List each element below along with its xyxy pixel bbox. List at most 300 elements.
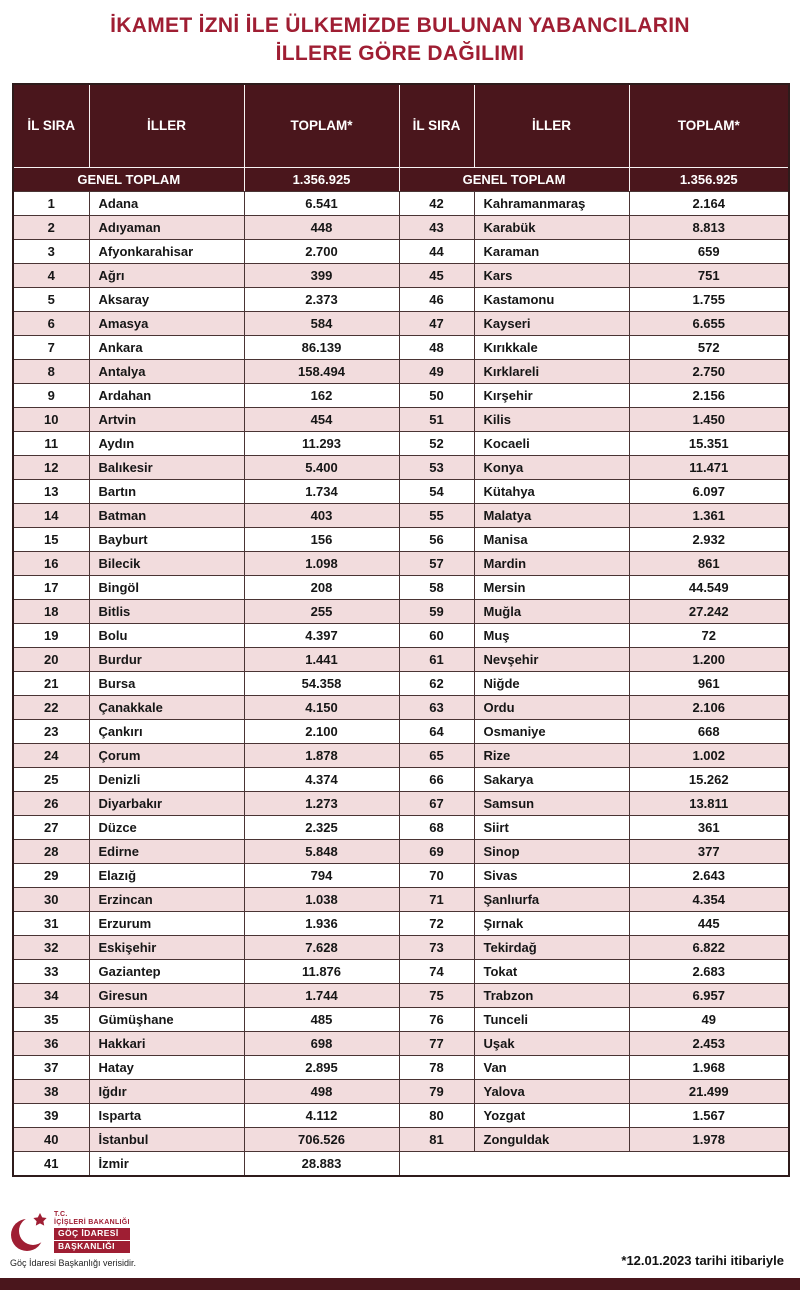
cell-rank: 62 — [399, 672, 474, 696]
cell-rank: 46 — [399, 288, 474, 312]
cell-rank: 66 — [399, 768, 474, 792]
cell-total: 1.441 — [244, 648, 399, 672]
cell-rank: 30 — [13, 888, 89, 912]
cell-province: Bayburt — [89, 528, 244, 552]
genel-toplam-value-left: 1.356.925 — [244, 168, 399, 192]
cell-province: Artvin — [89, 408, 244, 432]
cell-rank: 63 — [399, 696, 474, 720]
cell-province: Adana — [89, 192, 244, 216]
cell-province: Hakkari — [89, 1032, 244, 1056]
table-row — [13, 1056, 789, 1080]
table-row — [13, 936, 789, 960]
page-title — [0, 12, 800, 67]
cell-rank: 5 — [13, 288, 89, 312]
cell-province: Kilis — [474, 408, 629, 432]
cell-province: Burdur — [89, 648, 244, 672]
cell-rank: 81 — [399, 1128, 474, 1152]
cell-rank: 56 — [399, 528, 474, 552]
cell-rank: 3 — [13, 240, 89, 264]
cell-total: 15.351 — [629, 432, 789, 456]
cell-province: Aydın — [89, 432, 244, 456]
cell-total: 961 — [629, 672, 789, 696]
table-row — [13, 1152, 789, 1177]
table-row — [13, 528, 789, 552]
cell-total: 2.100 — [244, 720, 399, 744]
cell-total: 498 — [244, 1080, 399, 1104]
table-row — [13, 648, 789, 672]
cell-rank: 35 — [13, 1008, 89, 1032]
header-il-sira-right: İL SIRA — [399, 84, 474, 168]
cell-province: Kütahya — [474, 480, 629, 504]
cell-province: Sivas — [474, 864, 629, 888]
cell-total: 2.643 — [629, 864, 789, 888]
cell-rank: 65 — [399, 744, 474, 768]
table-row — [13, 768, 789, 792]
cell-total: 448 — [244, 216, 399, 240]
cell-rank: 6 — [13, 312, 89, 336]
cell-rank: 39 — [13, 1104, 89, 1128]
bottom-bar — [0, 1278, 800, 1290]
cell-total: 158.494 — [244, 360, 399, 384]
cell-province: Ankara — [89, 336, 244, 360]
table-row — [13, 720, 789, 744]
cell-province: Kayseri — [474, 312, 629, 336]
cell-rank: 76 — [399, 1008, 474, 1032]
cell-rank: 48 — [399, 336, 474, 360]
cell-rank: 77 — [399, 1032, 474, 1056]
cell-province: Ağrı — [89, 264, 244, 288]
cell-rank: 67 — [399, 792, 474, 816]
logo-line-baskanligi: BAŞKANLIĞI — [54, 1241, 130, 1253]
cell-total: 6.655 — [629, 312, 789, 336]
cell-total: 255 — [244, 600, 399, 624]
cell-total: 361 — [629, 816, 789, 840]
cell-total: 1.098 — [244, 552, 399, 576]
cell-total: 399 — [244, 264, 399, 288]
cell-province: Sinop — [474, 840, 629, 864]
cell-total: 15.262 — [629, 768, 789, 792]
cell-rank: 41 — [13, 1152, 89, 1177]
cell-total: 445 — [629, 912, 789, 936]
cell-province: Yozgat — [474, 1104, 629, 1128]
cell-rank: 75 — [399, 984, 474, 1008]
cell-total: 794 — [244, 864, 399, 888]
cell-total: 1.450 — [629, 408, 789, 432]
cell-rank: 10 — [13, 408, 89, 432]
logo-line-tc: T.C. — [54, 1211, 68, 1219]
cell-rank: 12 — [13, 456, 89, 480]
cell-rank: 45 — [399, 264, 474, 288]
cell-rank: 70 — [399, 864, 474, 888]
cell-total: 72 — [629, 624, 789, 648]
cell-total: 2.106 — [629, 696, 789, 720]
header-iller-right: İLLER — [474, 84, 629, 168]
cell-total: 2.683 — [629, 960, 789, 984]
cell-province: Bingöl — [89, 576, 244, 600]
cell-rank: 78 — [399, 1056, 474, 1080]
table-header — [13, 84, 789, 168]
header-il-sira-left: İL SIRA — [13, 84, 89, 168]
table-row — [13, 1008, 789, 1032]
table-row — [13, 192, 789, 216]
table-row — [13, 744, 789, 768]
cell-province: Karaman — [474, 240, 629, 264]
cell-total: 54.358 — [244, 672, 399, 696]
cell-rank: 13 — [13, 480, 89, 504]
table-row — [13, 216, 789, 240]
table-row — [13, 264, 789, 288]
cell-province: Çanakkale — [89, 696, 244, 720]
cell-province: Aksaray — [89, 288, 244, 312]
footer — [10, 1209, 784, 1268]
cell-rank: 1 — [13, 192, 89, 216]
cell-rank: 25 — [13, 768, 89, 792]
cell-blank — [474, 1152, 629, 1177]
cell-total: 6.957 — [629, 984, 789, 1008]
cell-rank: 68 — [399, 816, 474, 840]
table-row — [13, 1032, 789, 1056]
cell-province: Eskişehir — [89, 936, 244, 960]
cell-rank: 34 — [13, 984, 89, 1008]
cell-total: 861 — [629, 552, 789, 576]
table-row — [13, 672, 789, 696]
cell-total: 8.813 — [629, 216, 789, 240]
cell-province: Düzce — [89, 816, 244, 840]
cell-total: 2.932 — [629, 528, 789, 552]
table-row — [13, 288, 789, 312]
cell-total: 2.156 — [629, 384, 789, 408]
genel-toplam-label-left: GENEL TOPLAM — [13, 168, 244, 192]
cell-total: 1.878 — [244, 744, 399, 768]
cell-rank: 60 — [399, 624, 474, 648]
cell-province: Çorum — [89, 744, 244, 768]
table-row — [13, 384, 789, 408]
cell-province: Bitlis — [89, 600, 244, 624]
table-row — [13, 912, 789, 936]
table-row — [13, 336, 789, 360]
cell-rank: 52 — [399, 432, 474, 456]
genel-toplam-label-right: GENEL TOPLAM — [399, 168, 629, 192]
cell-total: 659 — [629, 240, 789, 264]
cell-total: 698 — [244, 1032, 399, 1056]
cell-total: 1.968 — [629, 1056, 789, 1080]
cell-province: Rize — [474, 744, 629, 768]
cell-total: 584 — [244, 312, 399, 336]
goc-idaresi-logo — [10, 1209, 136, 1255]
table-row — [13, 816, 789, 840]
cell-total: 1.734 — [244, 480, 399, 504]
cell-rank: 53 — [399, 456, 474, 480]
cell-rank: 49 — [399, 360, 474, 384]
table-row — [13, 1128, 789, 1152]
cell-rank: 20 — [13, 648, 89, 672]
cell-province: Elazığ — [89, 864, 244, 888]
cell-total: 6.822 — [629, 936, 789, 960]
cell-blank — [629, 1152, 789, 1177]
cell-rank: 64 — [399, 720, 474, 744]
cell-province: Osmaniye — [474, 720, 629, 744]
cell-province: Niğde — [474, 672, 629, 696]
cell-rank: 8 — [13, 360, 89, 384]
cell-rank: 50 — [399, 384, 474, 408]
cell-rank: 58 — [399, 576, 474, 600]
table-row — [13, 624, 789, 648]
cell-rank: 26 — [13, 792, 89, 816]
cell-total: 454 — [244, 408, 399, 432]
cell-total: 7.628 — [244, 936, 399, 960]
cell-total: 1.038 — [244, 888, 399, 912]
cell-province: Erzurum — [89, 912, 244, 936]
cell-province: Kocaeli — [474, 432, 629, 456]
cell-rank: 11 — [13, 432, 89, 456]
cell-province: Mersin — [474, 576, 629, 600]
cell-province: Yalova — [474, 1080, 629, 1104]
provinces-table — [12, 83, 790, 1177]
cell-rank: 16 — [13, 552, 89, 576]
cell-province: Erzincan — [89, 888, 244, 912]
cell-province: Kırklareli — [474, 360, 629, 384]
cell-rank: 29 — [13, 864, 89, 888]
table-row — [13, 984, 789, 1008]
cell-province: Tekirdağ — [474, 936, 629, 960]
table-body — [13, 168, 789, 1177]
cell-province: Kahramanmaraş — [474, 192, 629, 216]
cell-total: 4.150 — [244, 696, 399, 720]
cell-total: 21.499 — [629, 1080, 789, 1104]
cell-province: Batman — [89, 504, 244, 528]
crescent-star-icon — [10, 1209, 50, 1255]
cell-rank: 59 — [399, 600, 474, 624]
cell-total: 1.936 — [244, 912, 399, 936]
cell-province: Muş — [474, 624, 629, 648]
cell-province: Bilecik — [89, 552, 244, 576]
cell-province: Karabük — [474, 216, 629, 240]
cell-total: 11.876 — [244, 960, 399, 984]
cell-province: Edirne — [89, 840, 244, 864]
cell-total: 162 — [244, 384, 399, 408]
cell-rank: 4 — [13, 264, 89, 288]
cell-rank: 7 — [13, 336, 89, 360]
cell-total: 2.750 — [629, 360, 789, 384]
cell-province: Balıkesir — [89, 456, 244, 480]
cell-province: Adıyaman — [89, 216, 244, 240]
cell-total: 27.242 — [629, 600, 789, 624]
cell-total: 11.293 — [244, 432, 399, 456]
cell-province: Diyarbakır — [89, 792, 244, 816]
cell-rank: 79 — [399, 1080, 474, 1104]
cell-rank: 73 — [399, 936, 474, 960]
cell-rank: 55 — [399, 504, 474, 528]
cell-province: Konya — [474, 456, 629, 480]
table-container — [12, 83, 788, 1177]
table-row — [13, 792, 789, 816]
cell-rank: 17 — [13, 576, 89, 600]
cell-total: 668 — [629, 720, 789, 744]
cell-rank: 42 — [399, 192, 474, 216]
table-row — [13, 600, 789, 624]
cell-rank: 40 — [13, 1128, 89, 1152]
header-toplam-left: TOPLAM* — [244, 84, 399, 168]
cell-total: 208 — [244, 576, 399, 600]
cell-province: Afyonkarahisar — [89, 240, 244, 264]
cell-total: 156 — [244, 528, 399, 552]
cell-province: Ardahan — [89, 384, 244, 408]
cell-total: 403 — [244, 504, 399, 528]
cell-rank: 72 — [399, 912, 474, 936]
cell-rank: 37 — [13, 1056, 89, 1080]
cell-total: 6.097 — [629, 480, 789, 504]
cell-total: 1.200 — [629, 648, 789, 672]
cell-province: Sakarya — [474, 768, 629, 792]
cell-province: Bursa — [89, 672, 244, 696]
cell-province: Denizli — [89, 768, 244, 792]
cell-total: 2.700 — [244, 240, 399, 264]
cell-province: Giresun — [89, 984, 244, 1008]
cell-province: Hatay — [89, 1056, 244, 1080]
cell-province: Kırşehir — [474, 384, 629, 408]
cell-total: 1.567 — [629, 1104, 789, 1128]
cell-rank: 2 — [13, 216, 89, 240]
header-iller-left: İLLER — [89, 84, 244, 168]
cell-province: Bolu — [89, 624, 244, 648]
table-row — [13, 432, 789, 456]
cell-province: Nevşehir — [474, 648, 629, 672]
table-row — [13, 696, 789, 720]
cell-province: Bartın — [89, 480, 244, 504]
cell-total: 1.755 — [629, 288, 789, 312]
cell-rank: 18 — [13, 600, 89, 624]
cell-total: 377 — [629, 840, 789, 864]
cell-total: 86.139 — [244, 336, 399, 360]
table-row — [13, 480, 789, 504]
cell-rank: 21 — [13, 672, 89, 696]
cell-total: 485 — [244, 1008, 399, 1032]
cell-province: Isparta — [89, 1104, 244, 1128]
table-row — [13, 408, 789, 432]
cell-total: 1.744 — [244, 984, 399, 1008]
table-row — [13, 960, 789, 984]
cell-rank: 22 — [13, 696, 89, 720]
cell-province: Tokat — [474, 960, 629, 984]
cell-total: 572 — [629, 336, 789, 360]
cell-total: 1.002 — [629, 744, 789, 768]
cell-province: Mardin — [474, 552, 629, 576]
cell-total: 13.811 — [629, 792, 789, 816]
cell-total: 2.373 — [244, 288, 399, 312]
cell-province: Şanlıurfa — [474, 888, 629, 912]
genel-toplam-row — [13, 168, 789, 192]
cell-province: Tunceli — [474, 1008, 629, 1032]
cell-province: Muğla — [474, 600, 629, 624]
cell-province: Manisa — [474, 528, 629, 552]
cell-rank: 38 — [13, 1080, 89, 1104]
cell-total: 2.895 — [244, 1056, 399, 1080]
cell-province: Gaziantep — [89, 960, 244, 984]
logo-text — [54, 1211, 130, 1253]
cell-rank: 33 — [13, 960, 89, 984]
cell-province: Van — [474, 1056, 629, 1080]
cell-rank: 51 — [399, 408, 474, 432]
cell-total: 4.397 — [244, 624, 399, 648]
table-row — [13, 888, 789, 912]
cell-province: Şırnak — [474, 912, 629, 936]
cell-province: Çankırı — [89, 720, 244, 744]
cell-rank: 23 — [13, 720, 89, 744]
table-row — [13, 1080, 789, 1104]
cell-total: 2.453 — [629, 1032, 789, 1056]
table-row — [13, 456, 789, 480]
cell-province: Kastamonu — [474, 288, 629, 312]
cell-total: 1.273 — [244, 792, 399, 816]
cell-total: 4.374 — [244, 768, 399, 792]
cell-total: 11.471 — [629, 456, 789, 480]
cell-total: 28.883 — [244, 1152, 399, 1177]
cell-total: 1.978 — [629, 1128, 789, 1152]
cell-province: Amasya — [89, 312, 244, 336]
cell-province: Ordu — [474, 696, 629, 720]
logo-line-goc-idaresi: GÖÇ İDARESİ — [54, 1228, 130, 1240]
cell-total: 49 — [629, 1008, 789, 1032]
table-row — [13, 552, 789, 576]
cell-total: 2.164 — [629, 192, 789, 216]
cell-rank: 69 — [399, 840, 474, 864]
cell-rank: 15 — [13, 528, 89, 552]
cell-total: 1.361 — [629, 504, 789, 528]
cell-rank: 43 — [399, 216, 474, 240]
cell-province: Trabzon — [474, 984, 629, 1008]
table-row — [13, 1104, 789, 1128]
table-row — [13, 240, 789, 264]
cell-province: Malatya — [474, 504, 629, 528]
cell-rank: 9 — [13, 384, 89, 408]
cell-rank: 80 — [399, 1104, 474, 1128]
table-row — [13, 576, 789, 600]
cell-total: 706.526 — [244, 1128, 399, 1152]
cell-rank: 27 — [13, 816, 89, 840]
genel-toplam-value-right: 1.356.925 — [629, 168, 789, 192]
cell-province: Gümüşhane — [89, 1008, 244, 1032]
cell-total: 5.848 — [244, 840, 399, 864]
cell-total: 5.400 — [244, 456, 399, 480]
cell-province: Antalya — [89, 360, 244, 384]
cell-rank: 54 — [399, 480, 474, 504]
cell-rank: 24 — [13, 744, 89, 768]
cell-province: Kırıkkale — [474, 336, 629, 360]
cell-total: 751 — [629, 264, 789, 288]
cell-rank: 44 — [399, 240, 474, 264]
cell-total: 4.112 — [244, 1104, 399, 1128]
cell-rank: 14 — [13, 504, 89, 528]
cell-total: 44.549 — [629, 576, 789, 600]
cell-rank: 31 — [13, 912, 89, 936]
cell-blank — [399, 1152, 474, 1177]
page-title-line1: İKAMET İZNİ İLE ÜLKEMİZDE BULUNAN YABANCILARIN — [110, 14, 690, 37]
cell-province: Kars — [474, 264, 629, 288]
cell-province: Iğdır — [89, 1080, 244, 1104]
cell-total: 6.541 — [244, 192, 399, 216]
table-row — [13, 312, 789, 336]
table-row — [13, 360, 789, 384]
cell-rank: 74 — [399, 960, 474, 984]
cell-rank: 28 — [13, 840, 89, 864]
cell-rank: 57 — [399, 552, 474, 576]
cell-province: İstanbul — [89, 1128, 244, 1152]
cell-total: 2.325 — [244, 816, 399, 840]
cell-rank: 19 — [13, 624, 89, 648]
header-toplam-right: TOPLAM* — [629, 84, 789, 168]
table-row — [13, 840, 789, 864]
cell-province: Uşak — [474, 1032, 629, 1056]
